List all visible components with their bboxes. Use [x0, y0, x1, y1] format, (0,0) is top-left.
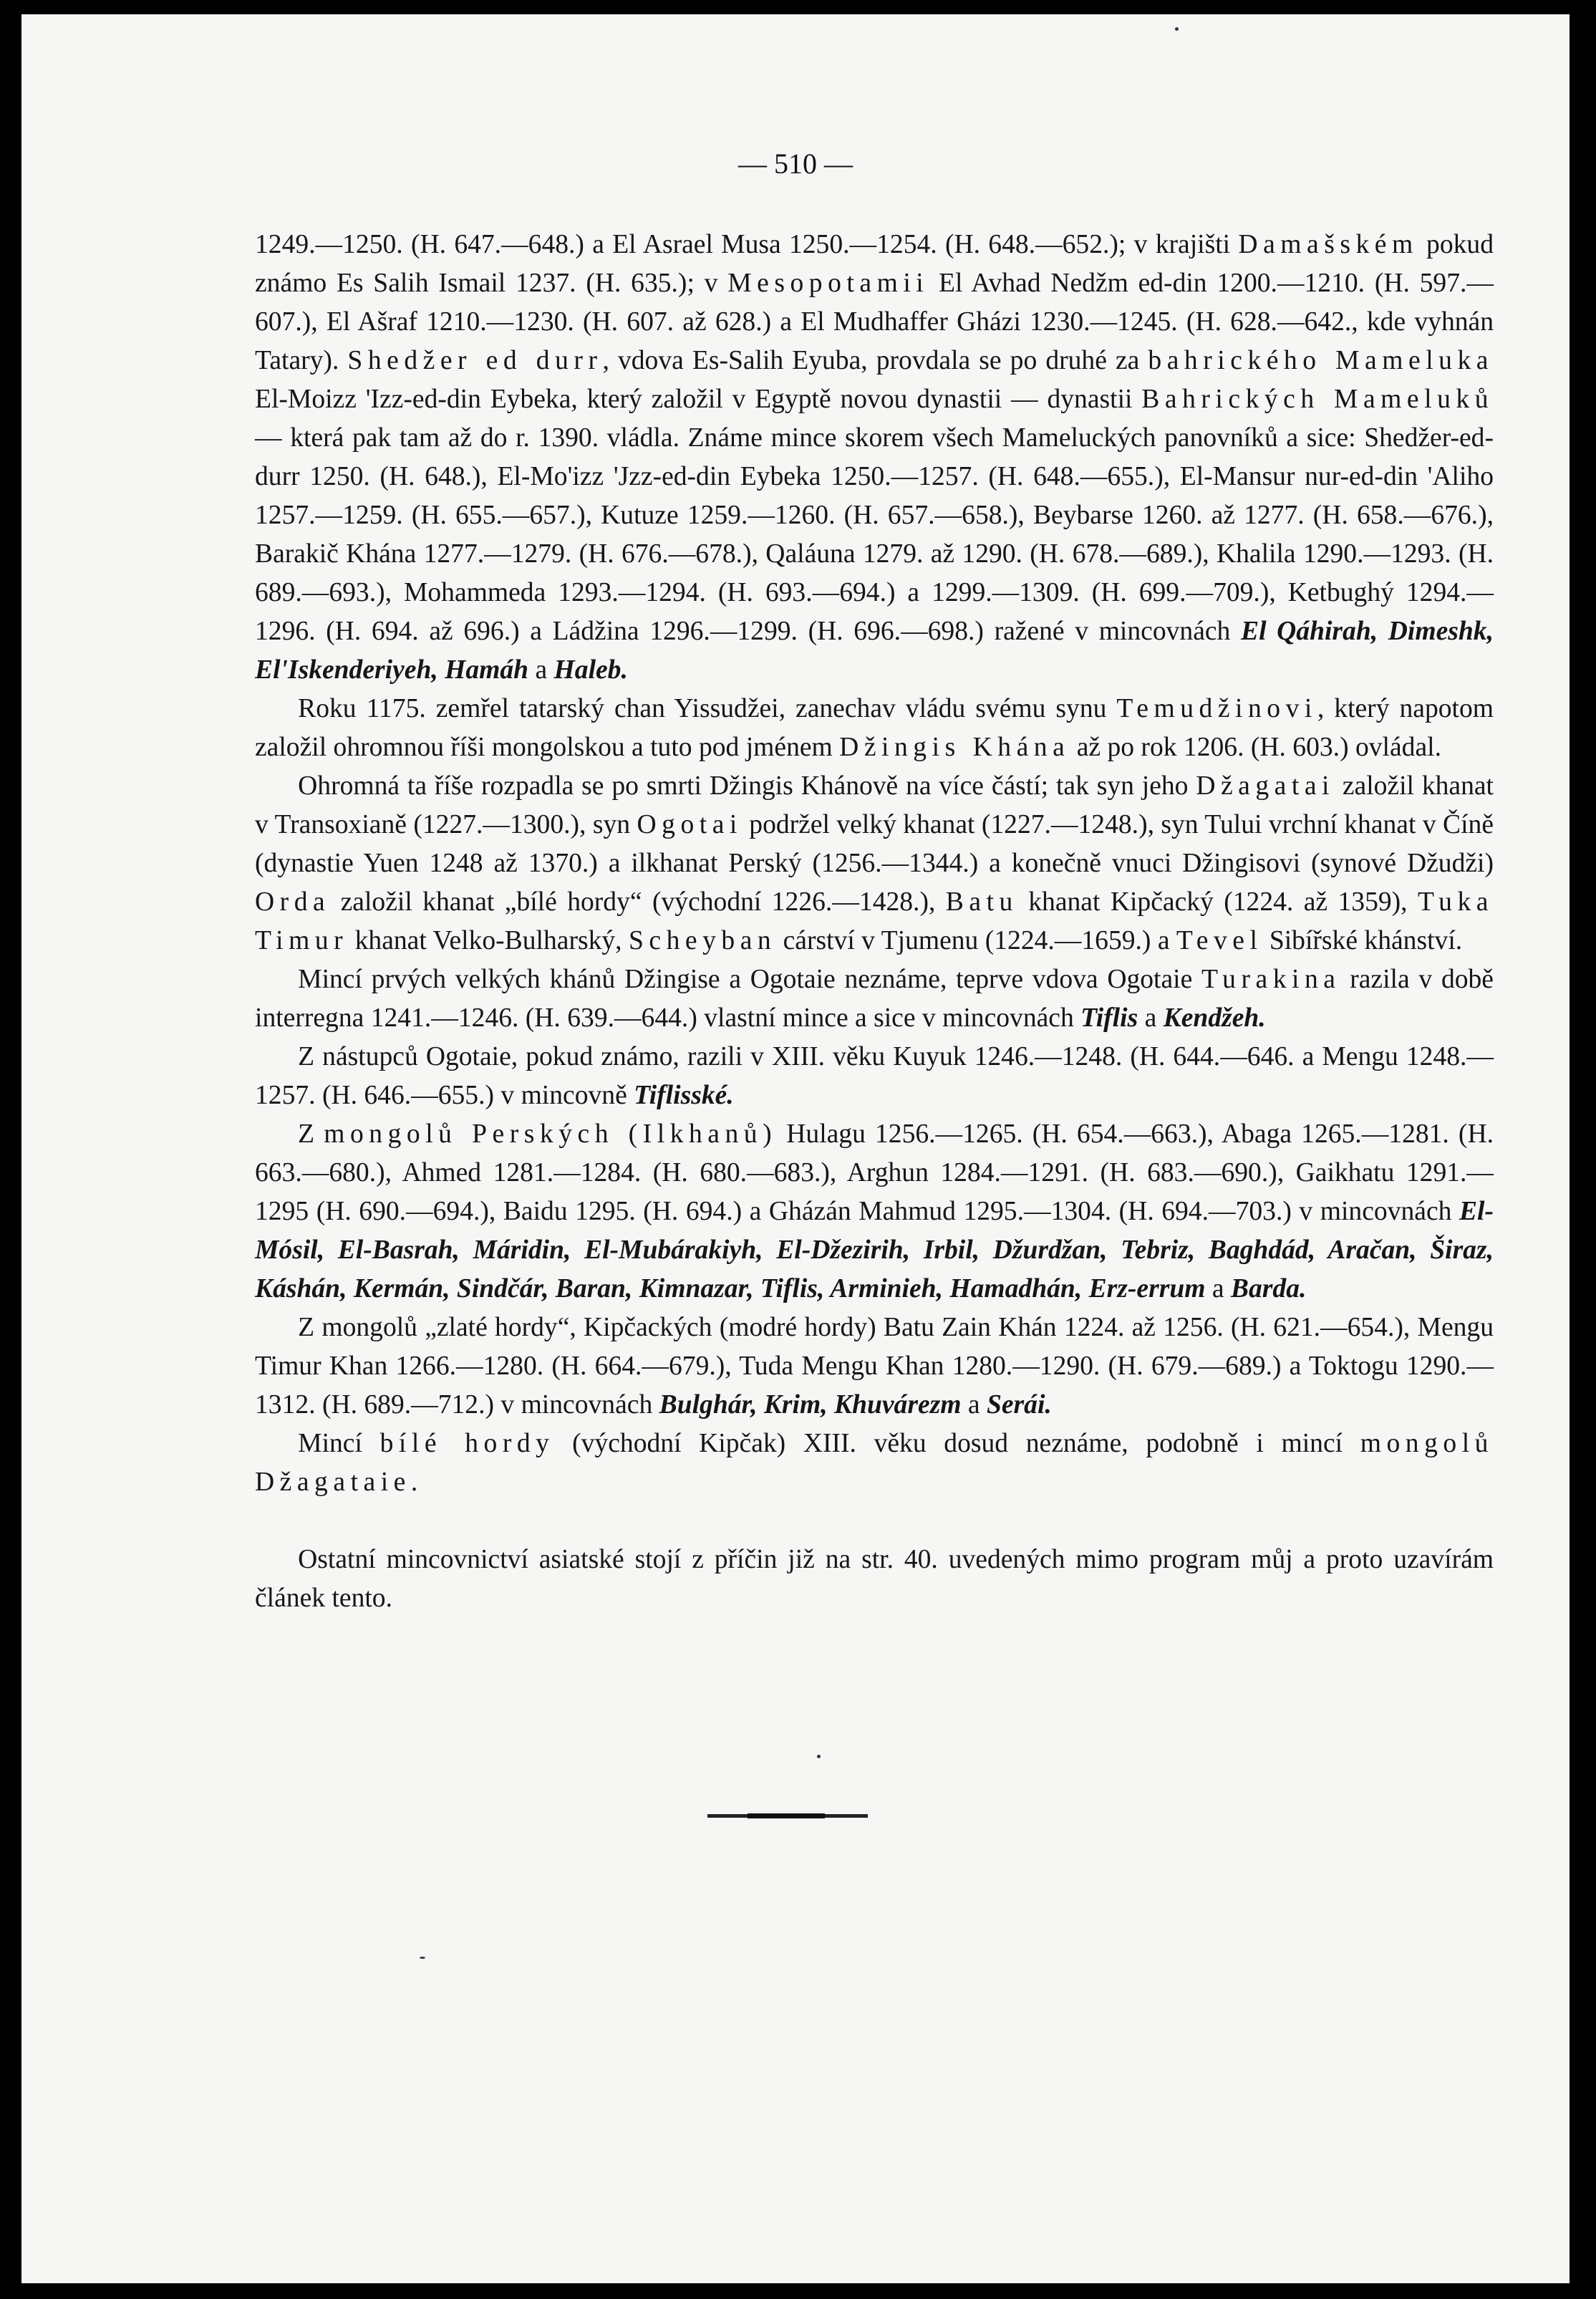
spaced-term: Bahrických Mameluků	[1141, 385, 1494, 414]
text-run: pokud známo Es Salih Ismail 1237. (H. 635.); v	[255, 230, 1494, 298]
text-run: , vdova Es-Salih Eyuba, provdala se po druhé za	[602, 346, 1148, 375]
paragraph-p3	[255, 767, 1494, 960]
text-run: Ohromná ta říše rozpadla se po smrti Džingis Khánově na více částí; tak syn jeho	[298, 771, 1196, 801]
text-run: a	[1205, 1274, 1231, 1303]
text-run: Mincí prvých velkých khánů Džingise a Ogotaie neznáme, teprve vdova Ogotaie	[298, 965, 1202, 994]
mint-name: Serái.	[986, 1390, 1052, 1420]
mint-name: Bulghár, Krim, Khuvárezm	[659, 1390, 962, 1420]
article-text	[255, 226, 1494, 1618]
text-run: Z mongolů „zlaté hordy“, Kipčackých (modré hordy) Batu Zain Khán 1224. až 1256. (H. 621.—654.), Mengu Timur Khan 1266.—1280. (H. 664.—679.), Tuda Mengu Khan 1280.—1290. (H. 679.—689.) a Toktogu 1290.—1312. (H. 689.—712.) v mincovnách	[255, 1313, 1494, 1420]
text-run: Sibířské khánství.	[1262, 926, 1463, 955]
mint-name: El Qáhirah, Dimeshk, El'Iskenderiyeh, Hamáh	[255, 617, 1494, 685]
text-run: Hulagu 1256.—1265. (H. 654.—663.), Abaga 1265.—1281. (H. 663.—680.), Ahmed 1281.—1284. (H. 680.—683.), Arghun 1284.—1291. (H. 683.—690.), Gaikhatu 1291.—1295 (H. 690.—694.), Baidu 1295. (H. 694.) a Gházán Mahmud 1295.—1304. (H. 694.—703.) v mincovnách	[255, 1119, 1494, 1226]
text-run: a	[1138, 1003, 1164, 1033]
paragraph-p4	[255, 960, 1494, 1038]
spaced-term: bílé hordy	[379, 1429, 555, 1458]
mint-name: Kendžeh.	[1163, 1003, 1266, 1033]
paragraph-p9	[255, 1541, 1494, 1618]
mint-name: Tiflisské.	[634, 1081, 734, 1110]
text-run: Ostatní mincovnictví asiatské stojí z příčin již na str. 40. uvedených mimo program můj a proto uzavírám článek tento.	[255, 1545, 1494, 1613]
spaced-term: Mesopotamii	[727, 269, 929, 298]
paragraph-p2	[255, 690, 1494, 767]
text-run: khanat Kipčacký (1224. až 1359),	[1017, 887, 1418, 917]
spaced-term: Damašském	[1238, 230, 1418, 259]
mint-name: El-Mósil, El-Basrah, Máridin, El-Mubárakiyh, El-Džezirih, Irbil, Džurdžan, Tebriz, Baghdád, Aračan, Širaz, Káshán, Kermán, Sindčár, Baran, Kimnazar, Tiflis, Arminieh, Hamadhán, Erz-errum	[255, 1197, 1494, 1303]
text-run: El-Moizz 'Izz-ed-din Eybeka, který založil v Egyptě novou dynastii — dynastii	[255, 385, 1142, 414]
text-run: založil khanat „bílé hordy“ (východní 1226.—1428.),	[330, 887, 946, 917]
spaced-term: Turakina	[1201, 965, 1341, 994]
book-page	[21, 14, 1570, 2283]
paragraph-p8	[255, 1425, 1494, 1502]
text-run: a	[961, 1390, 987, 1420]
spaced-term: bahrického Mameluka	[1148, 346, 1494, 375]
paragraph-p7	[255, 1308, 1494, 1425]
text-run: khanat Velko-Bulharský,	[348, 926, 629, 955]
spaced-term: Batu	[945, 887, 1018, 917]
spaced-term: Shedžer ed durr	[347, 346, 603, 375]
text-run: cárství v Tjumenu (1224.—1659.) a	[776, 926, 1176, 955]
text-run: Roku 1175. zemřel tatarský chan Yissudžei, zanechav vládu svému synu	[298, 694, 1117, 723]
text-run: Z	[298, 1119, 324, 1149]
text-run: (východní Kipčak) XIII. věku dosud neznáme, podobně i mincí	[554, 1429, 1360, 1458]
spaced-term: Ogotai	[637, 810, 743, 839]
speck	[420, 1957, 425, 1959]
paragraph-p1	[255, 226, 1494, 690]
paragraph-p5	[255, 1038, 1494, 1115]
spaced-term: mongolů Džagataie.	[255, 1429, 1494, 1497]
end-rule	[707, 1814, 868, 1818]
text-run: založil khanat v Transoxianě (1227.—1300.), syn	[255, 771, 1494, 839]
spaced-term: Orda	[255, 887, 331, 917]
mint-name: Haleb.	[553, 655, 628, 685]
mint-name: Tiflis	[1080, 1003, 1138, 1033]
text-run: Z nástupců Ogotaie, pokud známo, razili v XIII. věku Kuyuk 1246.—1248. (H. 644.—646. a Mengu 1248.—1257. (H. 646.—655.) v mincovně	[255, 1042, 1494, 1110]
text-run: podržel velký khanat (1227.—1248.), syn Tului vrchní khanat v Číně (dynastie Yuen 1248 až 1370.) a ilkhanat Perský (1256.—1344.) a konečně vnuci Džingisovi (synové Džudži)	[255, 810, 1494, 878]
page-number: — 510 —	[738, 148, 853, 180]
text-run: , který napotom založil ohromnou říši mongolskou a tuto pod jménem	[255, 694, 1494, 762]
text-run: — která pak tam až do r. 1390. vládla. Známe mince skorem všech Mameluckých panovníků a sice: Shedžer-ed-durr 1250. (H. 648.), El-Mo'izz 'Jzz-ed-din Eybeka 1250.—1257. (H. 648.—655.), El-Mansur nur-ed-din 'Aliho 1257.—1259. (H. 655.—657.), Kutuze 1259.—1260. (H. 657.—658.), Beybarse 1260. až 1277. (H. 658.—676.), Barakič Khána 1277.—1279. (H. 676.—678.), Qaláuna 1279. až 1290. (H. 678.—689.), Khalila 1290.—1293. (H. 689.—693.), Mohammeda 1293.—1294. (H. 693.—694.) a 1299.—1309. (H. 699.—709.), Ketbughý 1294.—1296. (H. 694. až 696.) a Ládžina 1296.—1299. (H. 696.—698.) ražené v mincovnách	[255, 423, 1494, 646]
text-run: Mincí	[298, 1429, 380, 1458]
spaced-term: Temudžinovi	[1116, 694, 1317, 723]
text-run: a	[528, 655, 554, 685]
spaced-term: Tuka Timur	[255, 887, 1494, 955]
spaced-term: Džagatai	[1196, 771, 1335, 801]
spaced-term: Tevel	[1176, 926, 1263, 955]
spaced-term: Džingis Khána	[839, 733, 1070, 762]
mint-name: Barda.	[1230, 1274, 1307, 1303]
paragraph-p6	[255, 1115, 1494, 1308]
speck	[817, 1755, 821, 1758]
text-run: El Avhad Nedžm ed-din 1200.—1210. (H. 597.—607.), El Ašraf 1210.—1230. (H. 607. až 628.) a El Mudhaffer Gházi 1230.—1245. (H. 628.—642., kde vyhnán Tatary).	[255, 269, 1494, 375]
text-run: až po rok 1206. (H. 603.) ovládal.	[1070, 733, 1441, 762]
spaced-term: mongolů Perských (Ilkhanů)	[324, 1119, 778, 1149]
spaced-term: Scheyban	[628, 926, 777, 955]
speck	[1175, 27, 1179, 31]
text-run: razila v době interregna 1241.—1246. (H. 639.—644.) vlastní mince a sice v mincovnách	[255, 965, 1494, 1033]
text-run: 1249.—1250. (H. 647.—648.) a El Asrael Musa 1250.—1254. (H. 648.—652.); v krajišti	[255, 230, 1239, 259]
